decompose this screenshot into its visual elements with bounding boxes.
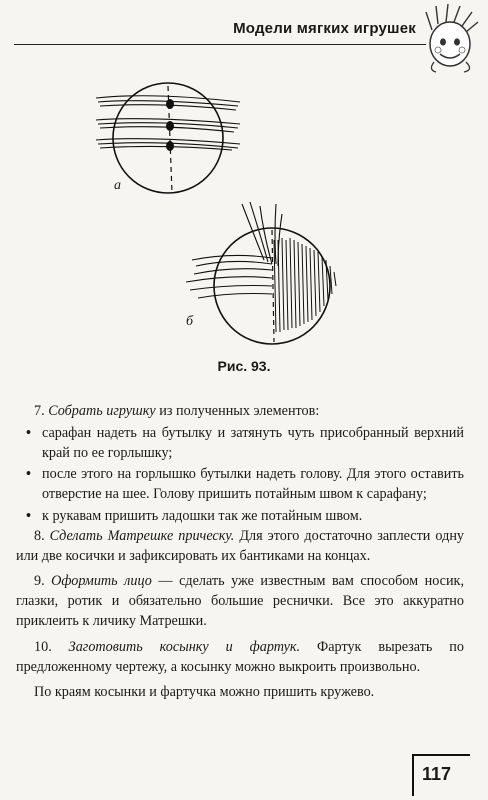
paragraph-step-9 xyxy=(16,572,464,631)
step-heading: Оформить лицо xyxy=(51,573,152,590)
step-heading: Заготовить косынку и фартук. xyxy=(68,638,301,655)
list-item xyxy=(16,424,464,464)
step-text: — сделать уже известным вам способом носик, глазки, ротик и обязательно большие реснички. Все это аккуратно приклеить к личику Матрешки. xyxy=(16,573,464,629)
step-text: Для этого достаточно заплести одну или две косички и зафиксировать их бантиками на концах. xyxy=(16,527,465,564)
step-number: 9. xyxy=(34,573,52,590)
bullet-marker: • xyxy=(26,466,31,483)
list-item-text: сарафан надеть на бутылку и затянуть чуть присобранный верхний край по ее горлышку; xyxy=(42,424,464,461)
list-item xyxy=(16,507,464,527)
step-heading: Сделать Матрешке прическу. xyxy=(49,527,235,544)
running-head-title: Модели мягких игрушек xyxy=(233,20,416,37)
figure-b-label: б xyxy=(186,314,194,329)
step-heading: Собрать игрушку xyxy=(48,403,156,419)
figure-b-illustration xyxy=(172,200,352,350)
bullet-marker: • xyxy=(26,507,31,524)
page-number: 117 xyxy=(422,764,452,784)
step-number: 7. xyxy=(34,403,49,419)
list-item-text: к рукавам пришить ладошки так же потайным швом. xyxy=(42,507,363,524)
step-text: из полученных элементов: xyxy=(155,403,320,419)
paragraph-step-7 xyxy=(16,402,464,422)
list-item xyxy=(16,465,464,505)
paragraph-lace-note: По краям косынки и фартучка можно пришить кружево. xyxy=(34,684,375,701)
doll-face-logo-icon xyxy=(416,4,482,74)
assembly-bullet-list xyxy=(16,424,464,527)
figure-caption: Рис. 93. xyxy=(217,358,271,374)
step-text: Фартук вырезать по предложенному чертежу, а косынку можно выкроить произвольно. xyxy=(16,638,464,675)
figure-a-label: а xyxy=(114,178,121,193)
step-number: 10. xyxy=(34,638,69,655)
bullet-marker: • xyxy=(26,424,31,441)
list-item-text: после этого на горлышко бутылки надеть голову. Для этого оставить отверстие на шее. Голову пришить потайным швом к сарафану; xyxy=(42,466,464,503)
header-rule xyxy=(14,44,426,45)
step-number: 8. xyxy=(34,527,50,544)
paragraph-step-8 xyxy=(16,527,464,567)
paragraph-step-10 xyxy=(16,638,464,678)
main-text xyxy=(16,402,464,703)
